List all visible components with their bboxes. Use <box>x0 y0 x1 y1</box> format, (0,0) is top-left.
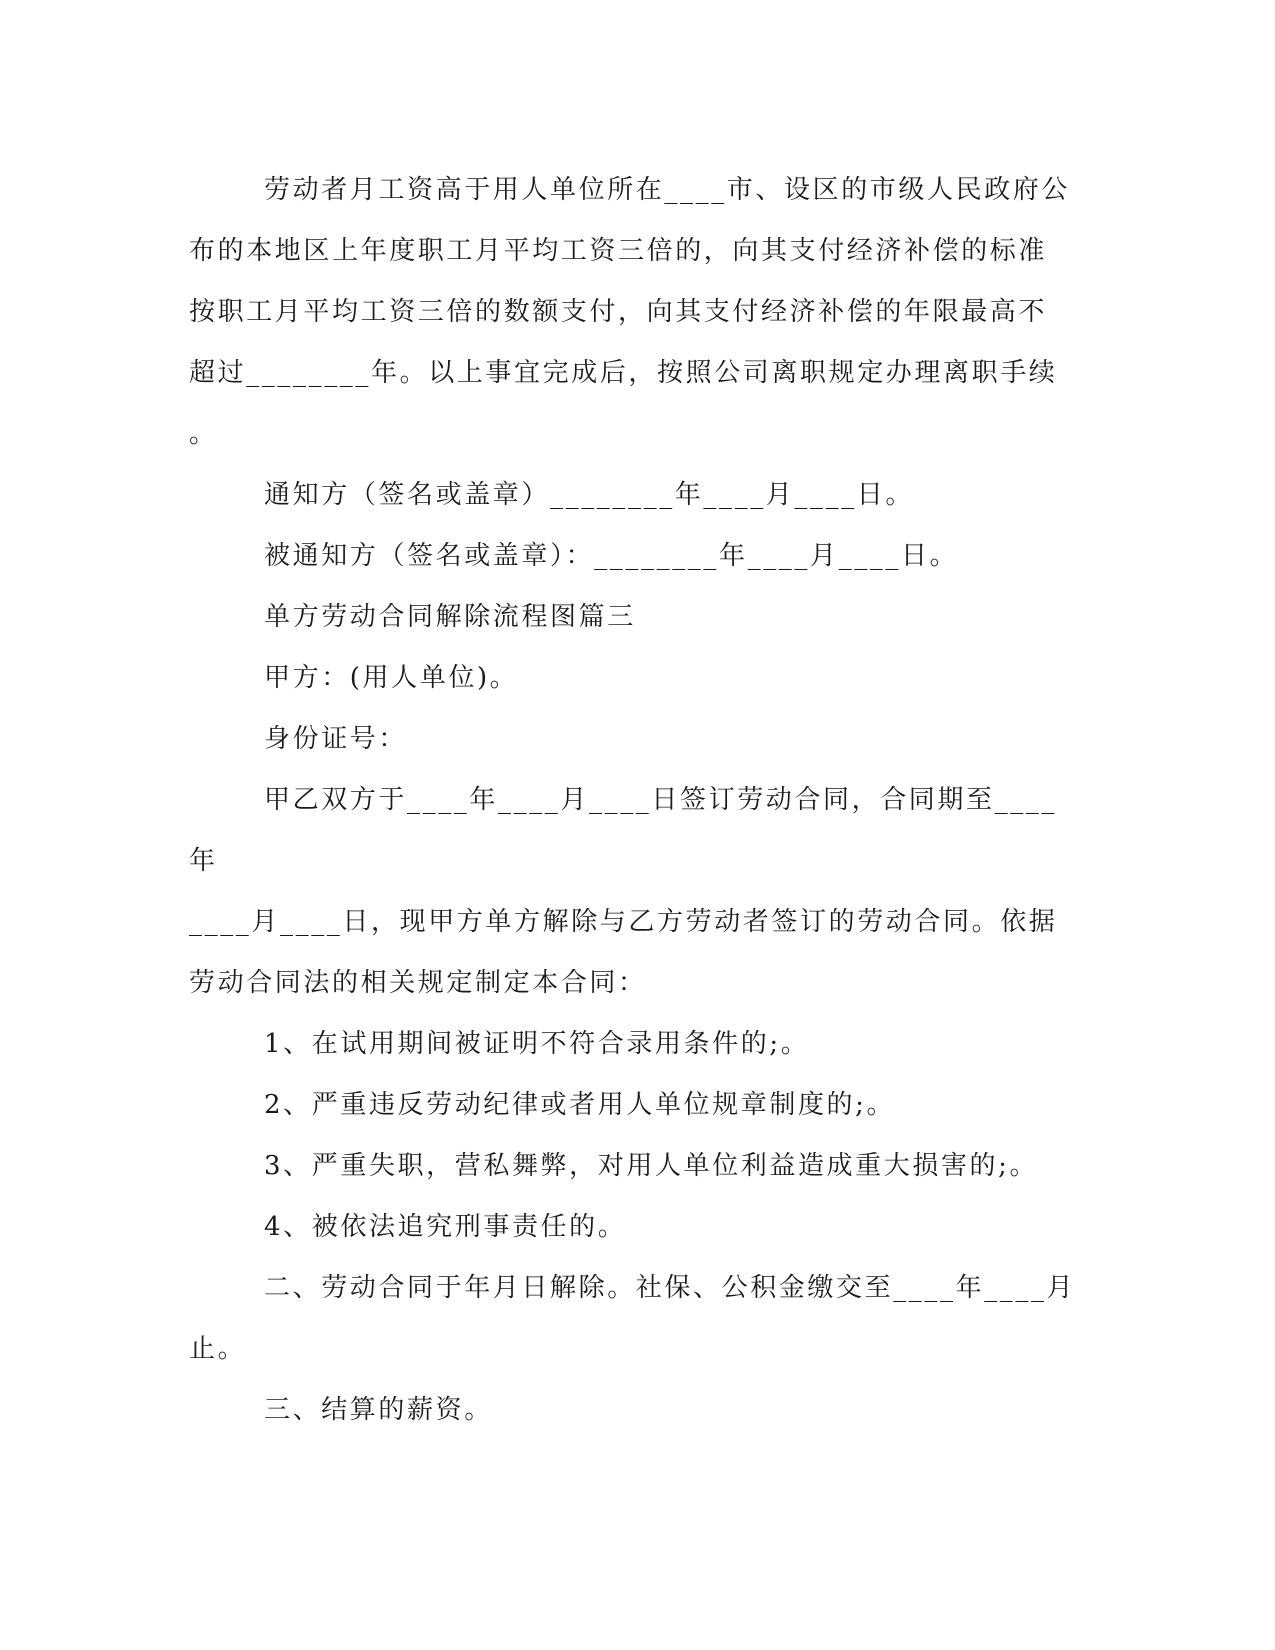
clause-3: 3、严重失职，营私舞弊，对用人单位利益造成重大损害的;。 <box>264 1151 1039 1181</box>
contract-line-3: 劳动合同法的相关规定制定本合同： <box>189 968 647 998</box>
compensation-line-3: 按职工月平均工资三倍的数额支付，向其支付经济补偿的年限最高不 <box>189 297 1048 327</box>
clause-4: 4、被依法追究刑事责任的。 <box>264 1212 627 1242</box>
salary-heading: 三、结算的薪资。 <box>264 1395 493 1425</box>
id-number-line: 身份证号： <box>264 724 408 754</box>
contract-line-1: 甲乙双方于____年____月____日签订劳动合同，合同期至____年 <box>189 785 1058 876</box>
party-a-line: 甲方：(用人单位)。 <box>264 663 519 693</box>
clause-2: 2、严重违反劳动纪律或者用人单位规章制度的;。 <box>264 1090 896 1120</box>
compensation-line-2: 布的本地区上年度职工月平均工资三倍的，向其支付经济补偿的标准 <box>189 236 1048 266</box>
notifier-signature-line: 通知方（签名或盖章）________年____月____日。 <box>264 480 915 510</box>
compensation-line-4: 超过________年。以上事宜完成后，按照公司离职规定办理离职手续 <box>189 358 1058 388</box>
compensation-line-1: 劳动者月工资高于用人单位所在____市、设区的市级人民政府公 <box>264 175 1071 205</box>
termination-line-2: 止。 <box>189 1334 247 1364</box>
termination-line-1: 二、劳动合同于年月日解除。社保、公积金缴交至____年____月 <box>264 1273 1076 1303</box>
clause-1: 1、在试用期间被证明不符合录用条件的;。 <box>264 1029 810 1059</box>
section-title: 单方劳动合同解除流程图篇三 <box>264 602 636 632</box>
document-body <box>189 160 1077 1441</box>
compensation-line-5: 。 <box>189 419 218 449</box>
notified-signature-line: 被通知方（签名或盖章）：________年____月____日。 <box>264 541 959 571</box>
contract-line-2: ____月____日，现甲方单方解除与乙方劳动者签订的劳动合同。依据 <box>189 907 1058 937</box>
